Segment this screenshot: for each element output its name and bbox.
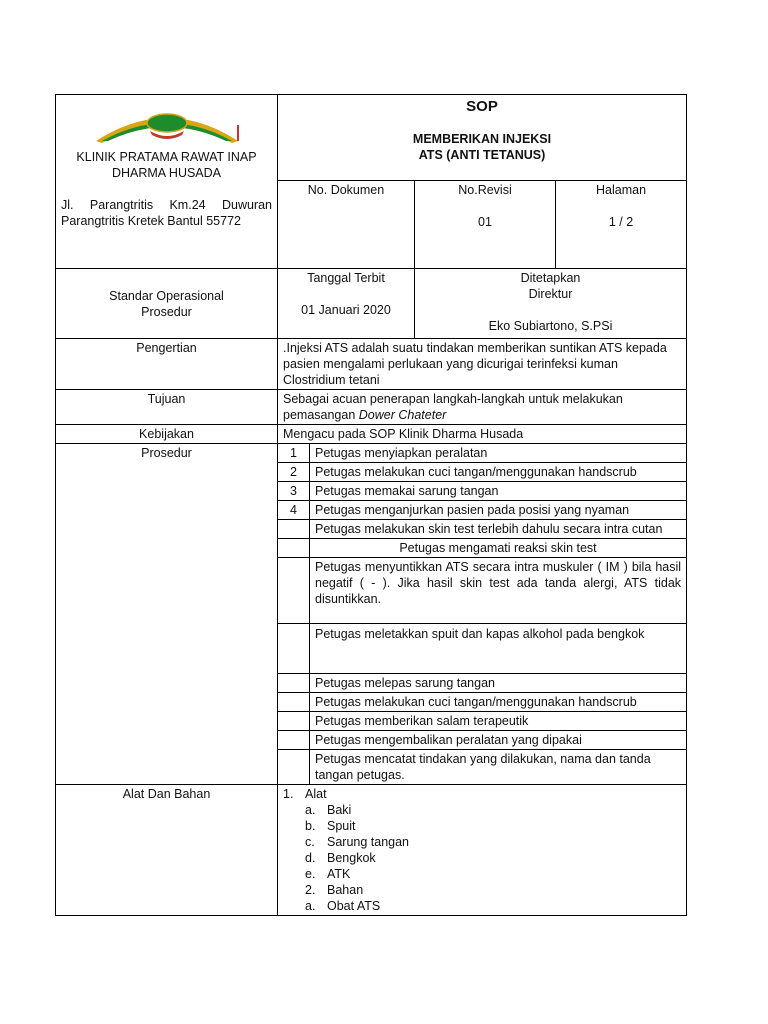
sop-label-cell: [56, 269, 278, 339]
sop-title: SOP: [466, 98, 498, 115]
kebijakan-label: Kebijakan: [56, 425, 278, 444]
tanggal-terbit-cell: [278, 269, 415, 339]
clinic-name-line1: KLINIK PRATAMA RAWAT INAP: [76, 150, 257, 164]
procedure-title-line2: ATS (ANTI TETANUS): [418, 148, 546, 162]
title-cell: [278, 95, 687, 181]
tujuan-italic: Dower Chateter: [358, 408, 447, 422]
no-dokumen-label: No. Dokumen: [307, 183, 385, 197]
step-number: 1: [278, 444, 310, 463]
pengertian-text: .Injeksi ATS adalah suatu tindakan memberikan suntikan ATS kepada pasien mengalami perlukaan yang dicurigai terinfeksi kuman Clostridium tetani: [278, 339, 687, 390]
step-number: 2: [278, 463, 310, 482]
bahan-heading: 2. Bahan: [305, 883, 364, 897]
step-number: [278, 712, 310, 731]
list-item: d. Bengkok: [305, 851, 376, 865]
sop-label-line1: Standar Operasional: [109, 288, 224, 303]
step-text: Petugas melakukan cuci tangan/menggunakan handscrub: [310, 693, 687, 712]
procedure-title-line1: MEMBERIKAN INJEKSI: [412, 132, 552, 146]
step-text: Petugas menyuntikkan ATS secara intra muskuler ( IM ) bila hasil negatif ( - ). Jika hasil skin test ada tanda alergi, ATS tidak disuntikkan.: [310, 558, 687, 624]
list-item: a. Baki: [305, 803, 352, 817]
step-number: [278, 674, 310, 693]
ditetapkan-cell: [415, 269, 687, 339]
alat-heading: 1. Alat: [283, 787, 327, 801]
address-line2: Parangtritis Kretek Bantul 55772: [61, 214, 241, 228]
step-number: [278, 750, 310, 785]
list-item: b. Spuit: [305, 819, 356, 833]
clinic-identity-cell: [56, 95, 278, 269]
sop-document: [55, 94, 686, 916]
step-text: Petugas melakukan skin test terlebih dahulu secara intra cutan: [310, 520, 687, 539]
signatory-name: Eko Subiartono, S.PSi: [488, 319, 613, 333]
no-dokumen-cell: [278, 181, 415, 269]
clinic-logo: [92, 101, 242, 149]
list-item: a. Obat ATS: [305, 899, 381, 913]
step-number: [278, 624, 310, 674]
prosedur-label: Prosedur: [56, 444, 278, 785]
step-number: [278, 520, 310, 539]
tanggal-terbit-value: 01 Januari 2020: [301, 303, 391, 317]
sop-table: [55, 94, 687, 916]
kebijakan-text: Mengacu pada SOP Klinik Dharma Husada: [278, 425, 687, 444]
pengertian-label: Pengertian: [56, 339, 278, 390]
step-number: 4: [278, 501, 310, 520]
alat-bahan-label: Alat Dan Bahan: [56, 785, 278, 916]
halaman-label: Halaman: [596, 183, 647, 197]
list-item: c. Sarung tangan: [305, 835, 410, 849]
sop-label-line2: Prosedur: [141, 304, 192, 319]
step-text: Petugas meletakkan spuit dan kapas alkohol pada bengkok: [310, 624, 687, 674]
step-number: [278, 731, 310, 750]
tujuan-text: Sebagai acuan penerapan langkah-langkah untuk melakukan pemasangan: [283, 392, 623, 422]
step-text: Petugas mencatat tindakan yang dilakukan, nama dan tanda tangan petugas.: [310, 750, 687, 785]
ditetapkan-label: Ditetapkan: [520, 271, 581, 285]
step-text: Petugas menyiapkan peralatan: [310, 444, 687, 463]
direktur-label: Direktur: [528, 287, 573, 301]
tanggal-terbit-label: Tanggal Terbit: [307, 271, 385, 285]
step-text: Petugas melepas sarung tangan: [310, 674, 687, 693]
halaman-cell: [556, 181, 687, 269]
step-number: [278, 539, 310, 558]
alat-bahan-cell: [278, 785, 687, 916]
step-number: [278, 558, 310, 624]
step-text: Petugas mengembalikan peralatan yang dipakai: [310, 731, 687, 750]
step-text: Petugas memakai sarung tangan: [310, 482, 687, 501]
step-text: Petugas mengamati reaksi skin test: [310, 539, 687, 558]
address-line1: Jl. Parangtritis Km.24 Duwuran: [61, 198, 272, 212]
no-revisi-cell: [415, 181, 556, 269]
no-revisi-value: 01: [478, 215, 492, 229]
tujuan-label: Tujuan: [56, 390, 278, 425]
halaman-value: 1 / 2: [608, 215, 634, 229]
step-text: Petugas memberikan salam terapeutik: [310, 712, 687, 731]
tujuan-cell: [278, 390, 687, 425]
clinic-name-line2: DHARMA HUSADA: [111, 166, 222, 180]
step-number: 3: [278, 482, 310, 501]
no-revisi-label: No.Revisi: [458, 183, 512, 197]
step-number: [278, 693, 310, 712]
step-text: Petugas melakukan cuci tangan/menggunakan handscrub: [310, 463, 687, 482]
step-text: Petugas menganjurkan pasien pada posisi yang nyaman: [310, 501, 687, 520]
list-item: e. ATK: [305, 867, 351, 881]
